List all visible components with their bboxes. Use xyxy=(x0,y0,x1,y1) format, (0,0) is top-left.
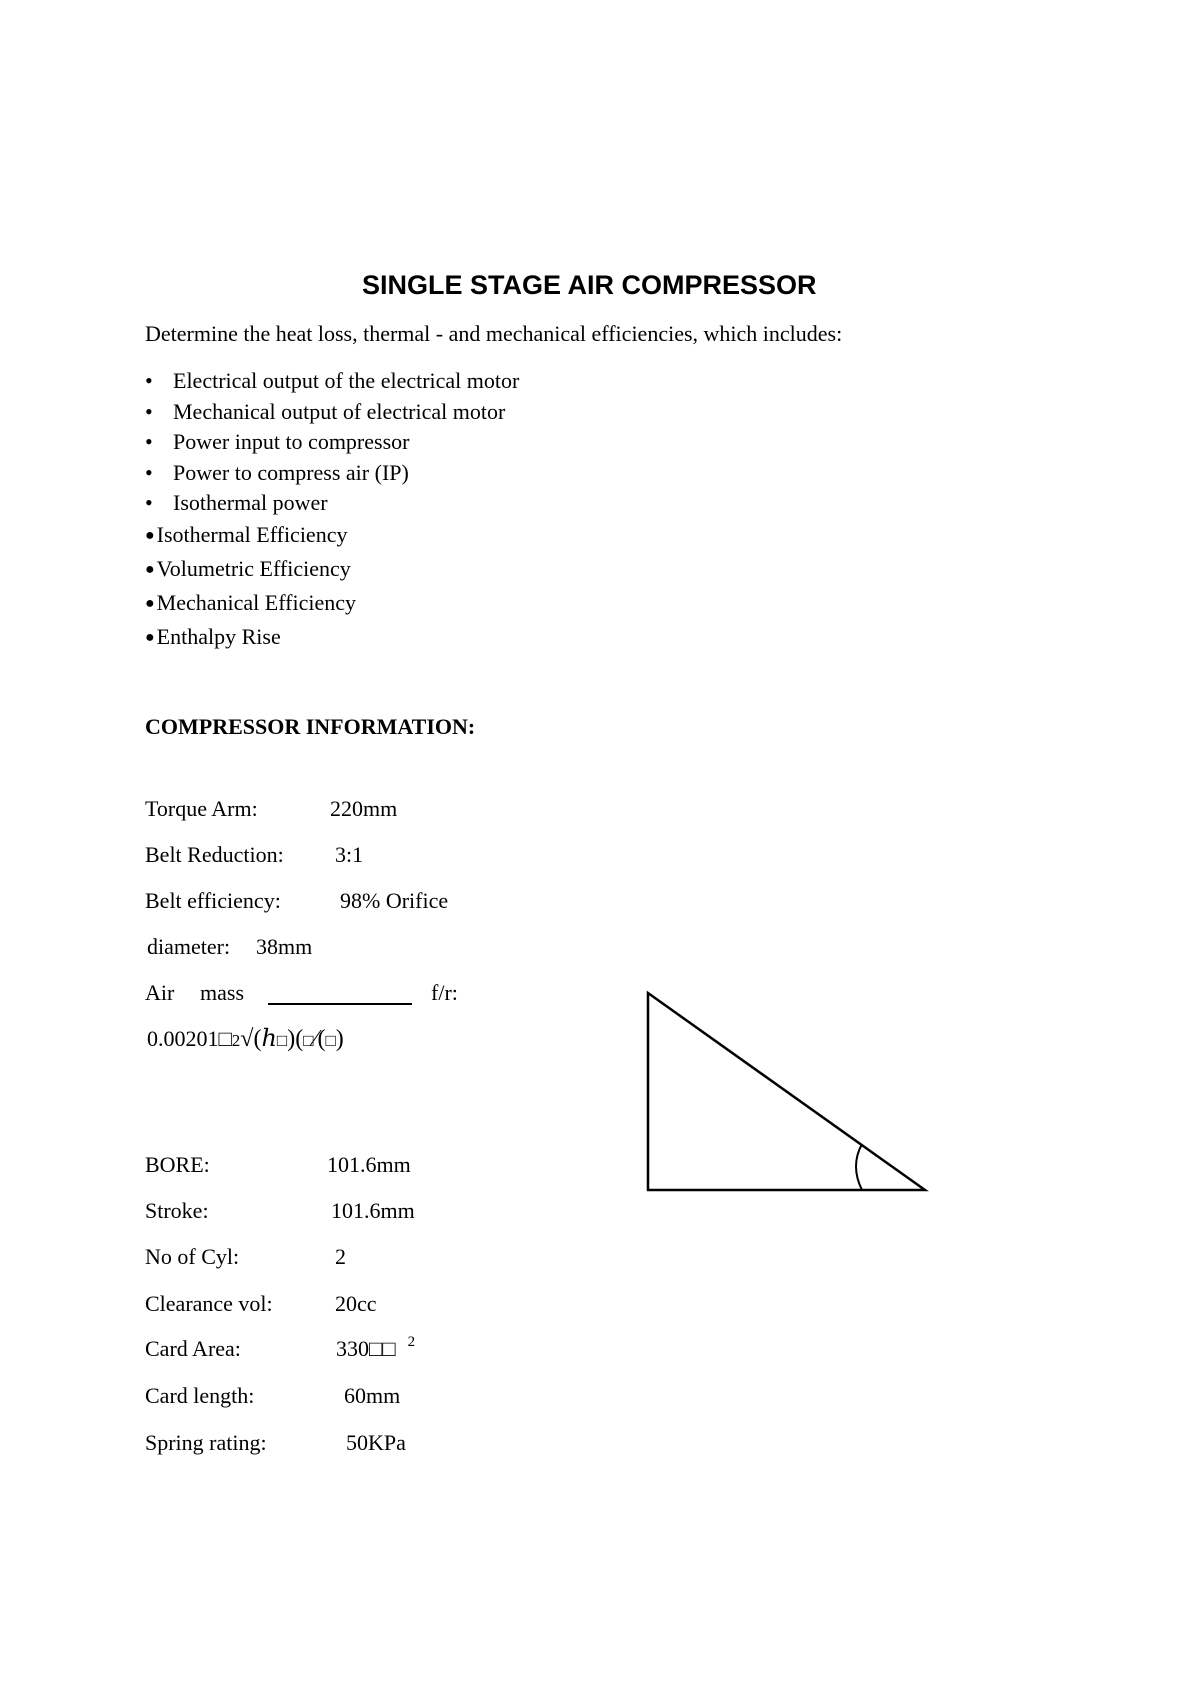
spec-label: BORE: xyxy=(145,1152,210,1177)
spec-label: Clearance vol: xyxy=(145,1291,273,1316)
spec-label: diameter: xyxy=(147,934,231,959)
angle-arc xyxy=(856,1144,862,1190)
list-item-text: Electrical output of the electrical motor xyxy=(173,368,520,393)
spec-value: 101.6mm xyxy=(327,1152,411,1177)
bullet-icon: • xyxy=(145,368,153,393)
spec-label: mass xyxy=(200,980,244,1005)
spec-value: 3:1 xyxy=(335,842,364,867)
bullet-icon: • xyxy=(145,459,153,485)
spec-label: f/r: xyxy=(431,980,458,1005)
bullet-icon: • xyxy=(145,429,153,454)
spec-label: Torque Arm: xyxy=(145,796,258,821)
spec-value: 220mm xyxy=(330,796,398,821)
formula-part: ⁄( xyxy=(313,1026,326,1052)
missing-glyph-box: □ xyxy=(218,1026,232,1051)
bullet-icon: • xyxy=(145,490,153,515)
list-item-text: Mechanical output of electrical motor xyxy=(173,398,506,424)
filled-circle-icon: ● xyxy=(145,595,155,612)
spec-label: Stroke: xyxy=(145,1198,209,1223)
spec-value: 101.6mm xyxy=(331,1198,415,1223)
spec-label: Card Area: xyxy=(145,1336,241,1361)
filled-circle-icon: ● xyxy=(145,527,155,544)
list-item-text: Enthalpy Rise xyxy=(156,624,281,649)
spec-label: Spring rating: xyxy=(145,1430,267,1455)
spec-label: Card length: xyxy=(145,1383,255,1408)
spec-label: Belt Reduction: xyxy=(145,842,284,867)
formula-part: ) xyxy=(335,1026,344,1052)
list-item-text: Isothermal power xyxy=(173,490,328,515)
formula-part: )( xyxy=(287,1026,304,1052)
list-item-text: Power input to compressor xyxy=(173,429,410,454)
spec-value: 50KPa xyxy=(346,1430,406,1455)
formula-part: (ℎ xyxy=(253,1026,277,1052)
missing-glyph-box: □ xyxy=(276,1031,288,1050)
filled-circle-icon: ● xyxy=(145,561,155,578)
spec-value: 60mm xyxy=(344,1383,401,1408)
spec-value: 2 xyxy=(335,1244,346,1269)
spec-value: 38mm xyxy=(256,934,313,959)
triangle-shape xyxy=(648,993,925,1190)
list-item-text: Mechanical Efficiency xyxy=(156,590,356,615)
formula-coefficient: 0.00201 xyxy=(147,1026,219,1051)
spec-label: Belt efficiency: xyxy=(145,888,281,913)
bullet-icon: • xyxy=(145,398,153,424)
spec-value: 20cc xyxy=(335,1291,377,1316)
list-item-text: Volumetric Efficiency xyxy=(156,556,351,581)
spec-label: No of Cyl: xyxy=(145,1244,240,1269)
list-item-text: Isothermal Efficiency xyxy=(156,522,348,547)
square-root-icon: √ xyxy=(240,1026,254,1052)
card-area-value: 330□□ xyxy=(336,1336,396,1361)
list-item-text: Power to compress air (IP) xyxy=(173,459,409,485)
missing-glyph-box: □ xyxy=(325,1031,336,1050)
spec-value: 98% Orifice xyxy=(340,888,449,913)
document-title: SINGLE STAGE AIR COMPRESSOR xyxy=(362,270,817,300)
missing-glyph-box: □ xyxy=(303,1031,314,1050)
superscript: 2 xyxy=(407,1334,416,1350)
spec-label: Air xyxy=(145,980,175,1005)
section-heading: COMPRESSOR INFORMATION: xyxy=(145,714,476,739)
formula-factor: 2 xyxy=(231,1031,241,1050)
intro-paragraph: Determine the heat loss, thermal - and mechanical efficiencies, which includes: xyxy=(145,321,843,346)
filled-circle-icon: ● xyxy=(145,629,155,646)
